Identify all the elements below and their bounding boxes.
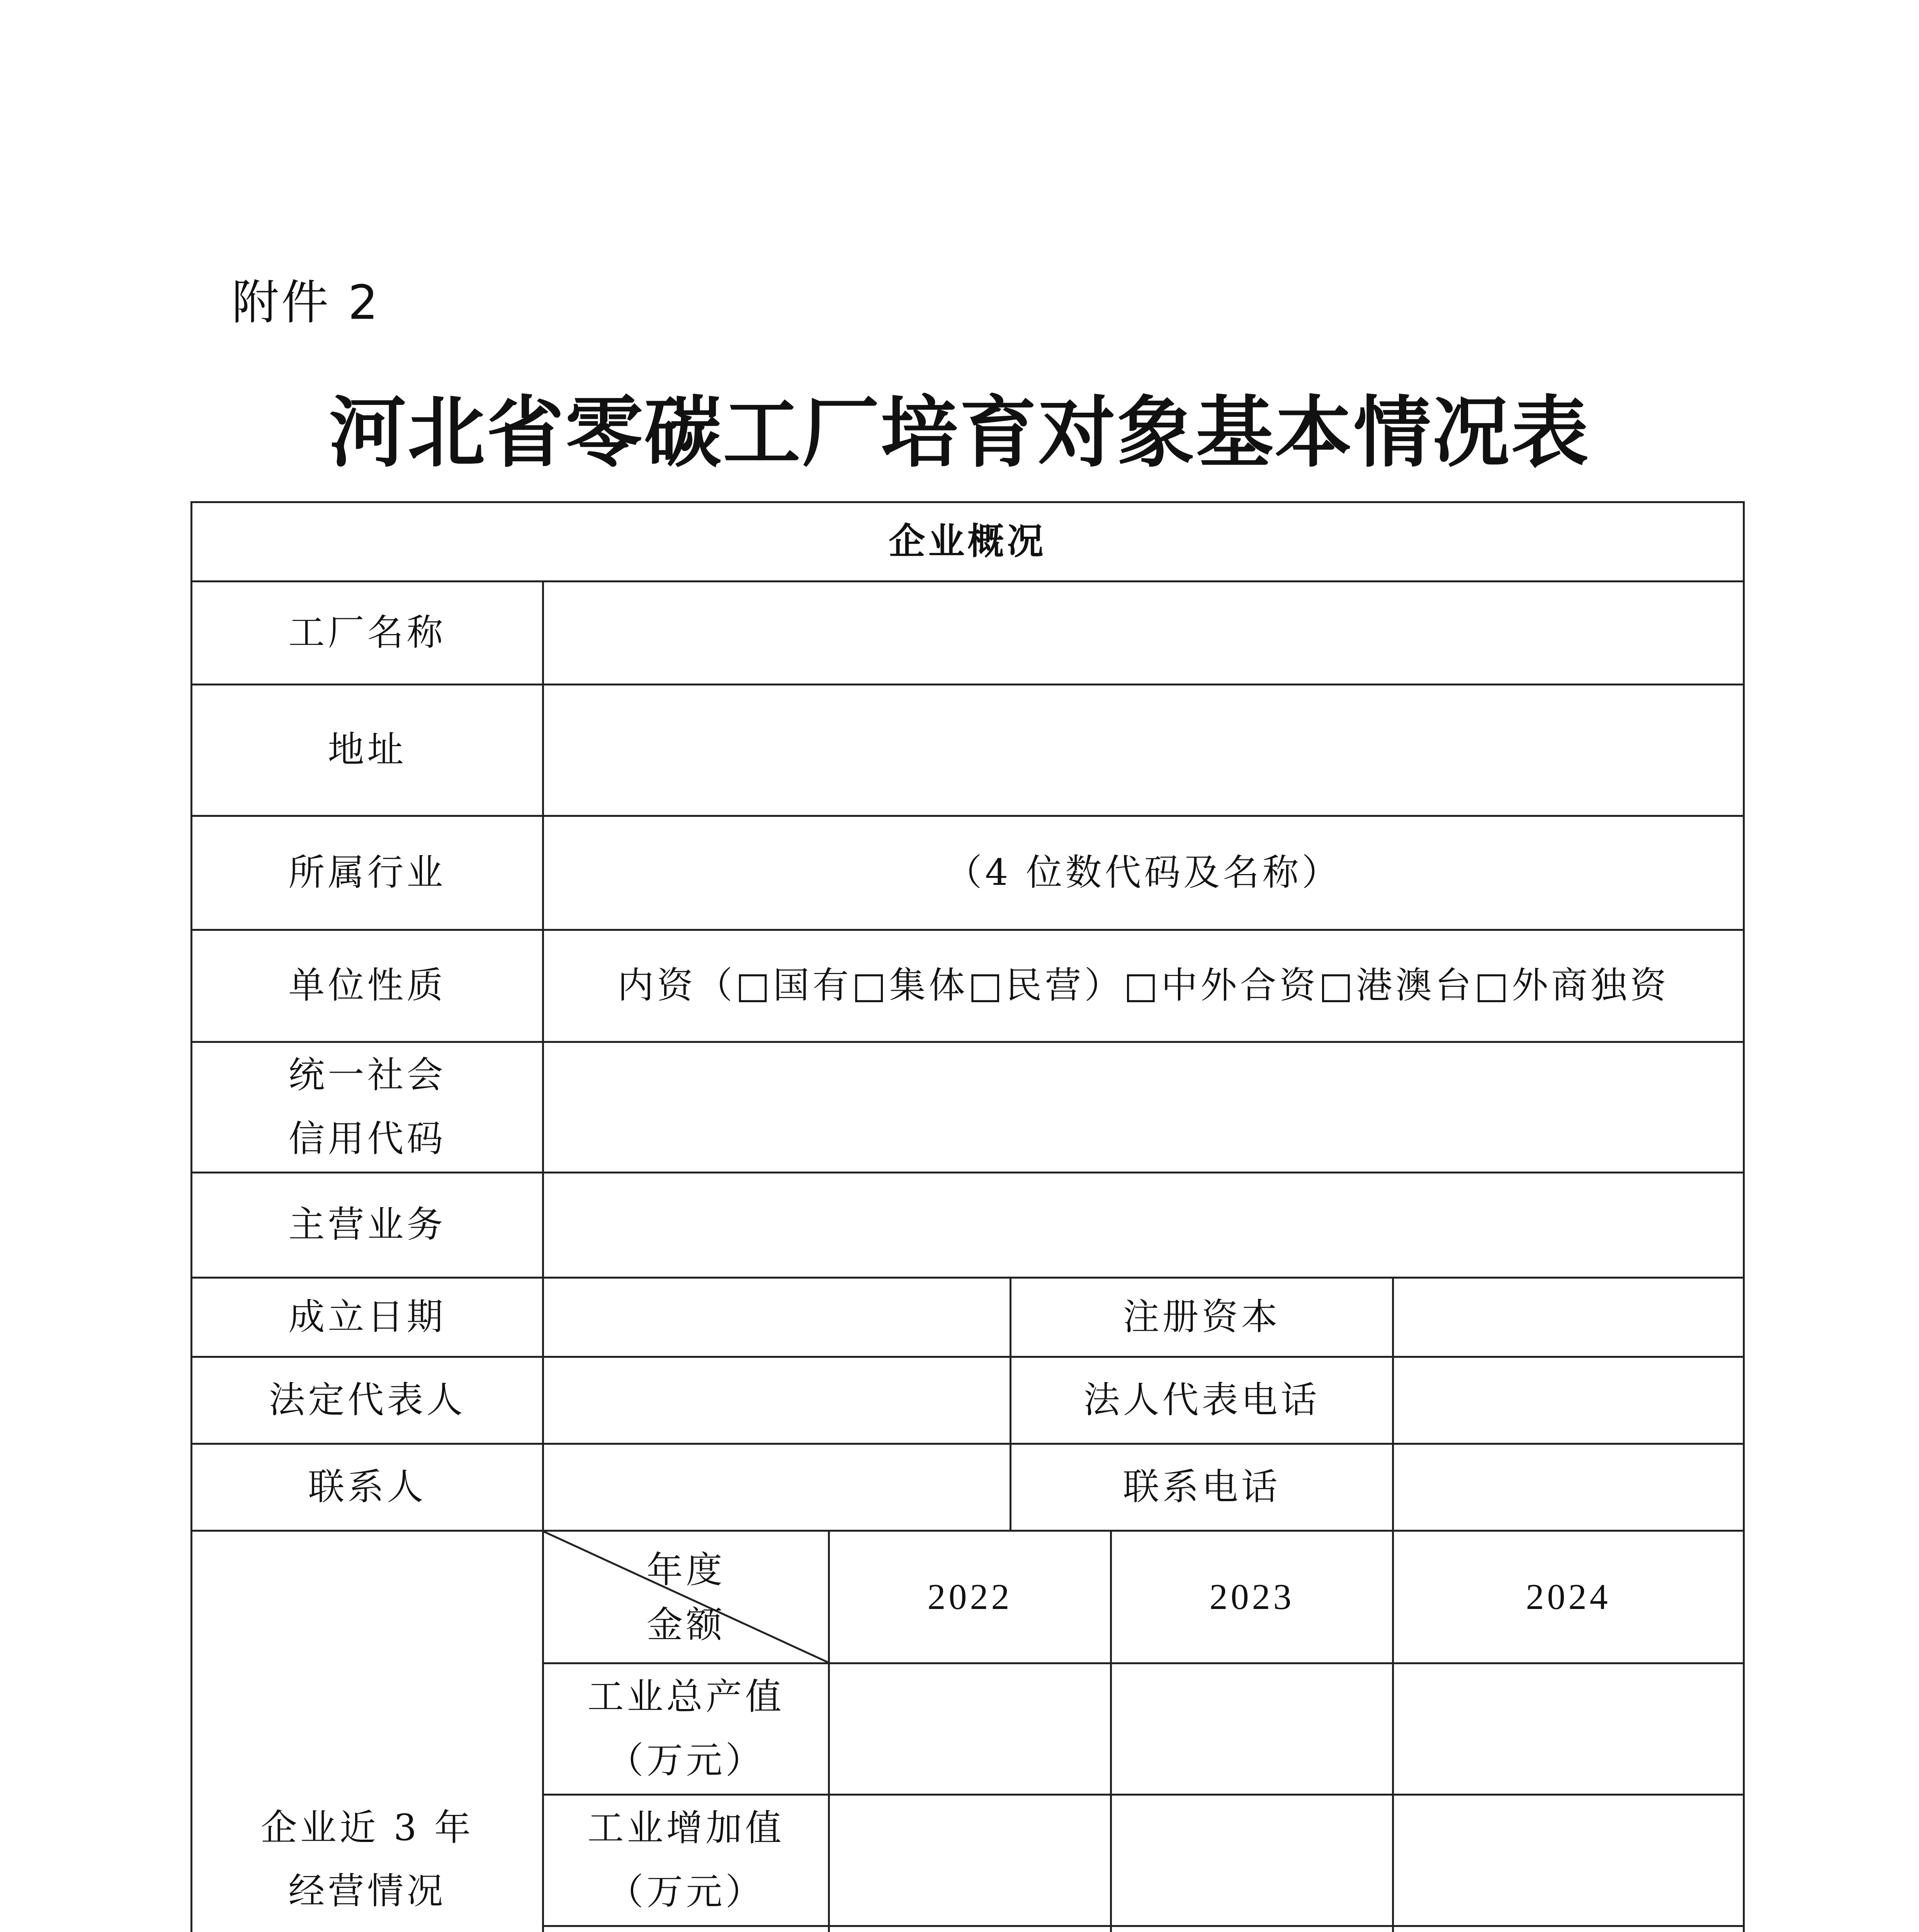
registered-capital-field[interactable] [1393, 1278, 1744, 1357]
diag-amount-label: 金额 [646, 1604, 726, 1646]
credit-code-label-line2: 信用代码 [288, 1117, 446, 1160]
value-cell[interactable] [1111, 1926, 1393, 1932]
value-cell[interactable] [829, 1795, 1111, 1926]
address-field[interactable] [543, 685, 1744, 816]
metric-line1 [544, 1928, 828, 1932]
value-cell[interactable] [829, 1926, 1111, 1932]
value-cell[interactable] [1393, 1795, 1744, 1926]
established-label: 成立日期 [192, 1278, 543, 1357]
value-cell[interactable] [829, 1663, 1111, 1795]
value-cell[interactable] [1393, 1663, 1744, 1795]
year-2024-header: 2024 [1393, 1531, 1744, 1663]
contact-field[interactable] [543, 1444, 1011, 1531]
contact-phone-label: 联系电话 [1011, 1444, 1393, 1531]
main-business-field[interactable] [543, 1173, 1744, 1278]
address-label: 地址 [192, 685, 543, 816]
metric-label [543, 1926, 829, 1932]
value-cell[interactable] [1111, 1795, 1393, 1926]
factory-name-label: 工厂名称 [192, 582, 543, 685]
credit-code-label [192, 1042, 543, 1173]
legal-rep-label: 法定代表人 [192, 1357, 543, 1444]
factory-name-field[interactable] [543, 582, 1744, 685]
unit-nature-label: 单位性质 [192, 930, 543, 1042]
metric-line1: 工业总产值 [587, 1676, 785, 1718]
year-2023-header: 2023 [1111, 1531, 1393, 1663]
attachment-label: 附件 2 [232, 275, 381, 330]
credit-code-label-line1: 统一社会 [288, 1054, 446, 1096]
industry-label: 所属行业 [192, 816, 543, 930]
metric-line1: 工业增加值 [587, 1807, 785, 1849]
legal-rep-phone-label: 法人代表电话 [1011, 1357, 1393, 1444]
operations-label-line2: 经营情况 [288, 1870, 446, 1912]
value-cell[interactable] [1111, 1663, 1393, 1795]
metric-label [543, 1663, 829, 1795]
main-business-label: 主营业务 [192, 1173, 543, 1278]
credit-code-field[interactable] [543, 1042, 1744, 1173]
metric-unit: （万元） [607, 1871, 765, 1913]
legal-rep-field[interactable] [543, 1357, 1011, 1444]
contact-label: 联系人 [192, 1444, 543, 1531]
registered-capital-label: 注册资本 [1011, 1278, 1393, 1357]
operations-label-line1: 企业近 3 年 [260, 1806, 474, 1849]
unit-nature-options[interactable]: 内资（□国有□集体□民营）□中外合资□港澳台□外商独资 [543, 930, 1744, 1042]
metric-label [543, 1795, 829, 1926]
metric-unit: （万元） [607, 1739, 765, 1782]
info-form-table [190, 501, 1745, 1932]
established-field[interactable] [543, 1278, 1011, 1357]
value-cell[interactable] [1393, 1926, 1744, 1932]
contact-phone-field[interactable] [1393, 1444, 1744, 1531]
industry-field[interactable]: （4 位数代码及名称） [543, 816, 1744, 930]
section-header: 企业概况 [192, 502, 1744, 582]
year-2022-header: 2022 [829, 1531, 1111, 1663]
legal-rep-phone-field[interactable] [1393, 1357, 1744, 1444]
diag-year-label: 年度 [646, 1549, 726, 1591]
form-title: 河北省零碳工厂培育对象基本情况表 [329, 387, 1590, 478]
operations-label [192, 1531, 543, 1932]
diagonal-header-cell [543, 1531, 829, 1663]
